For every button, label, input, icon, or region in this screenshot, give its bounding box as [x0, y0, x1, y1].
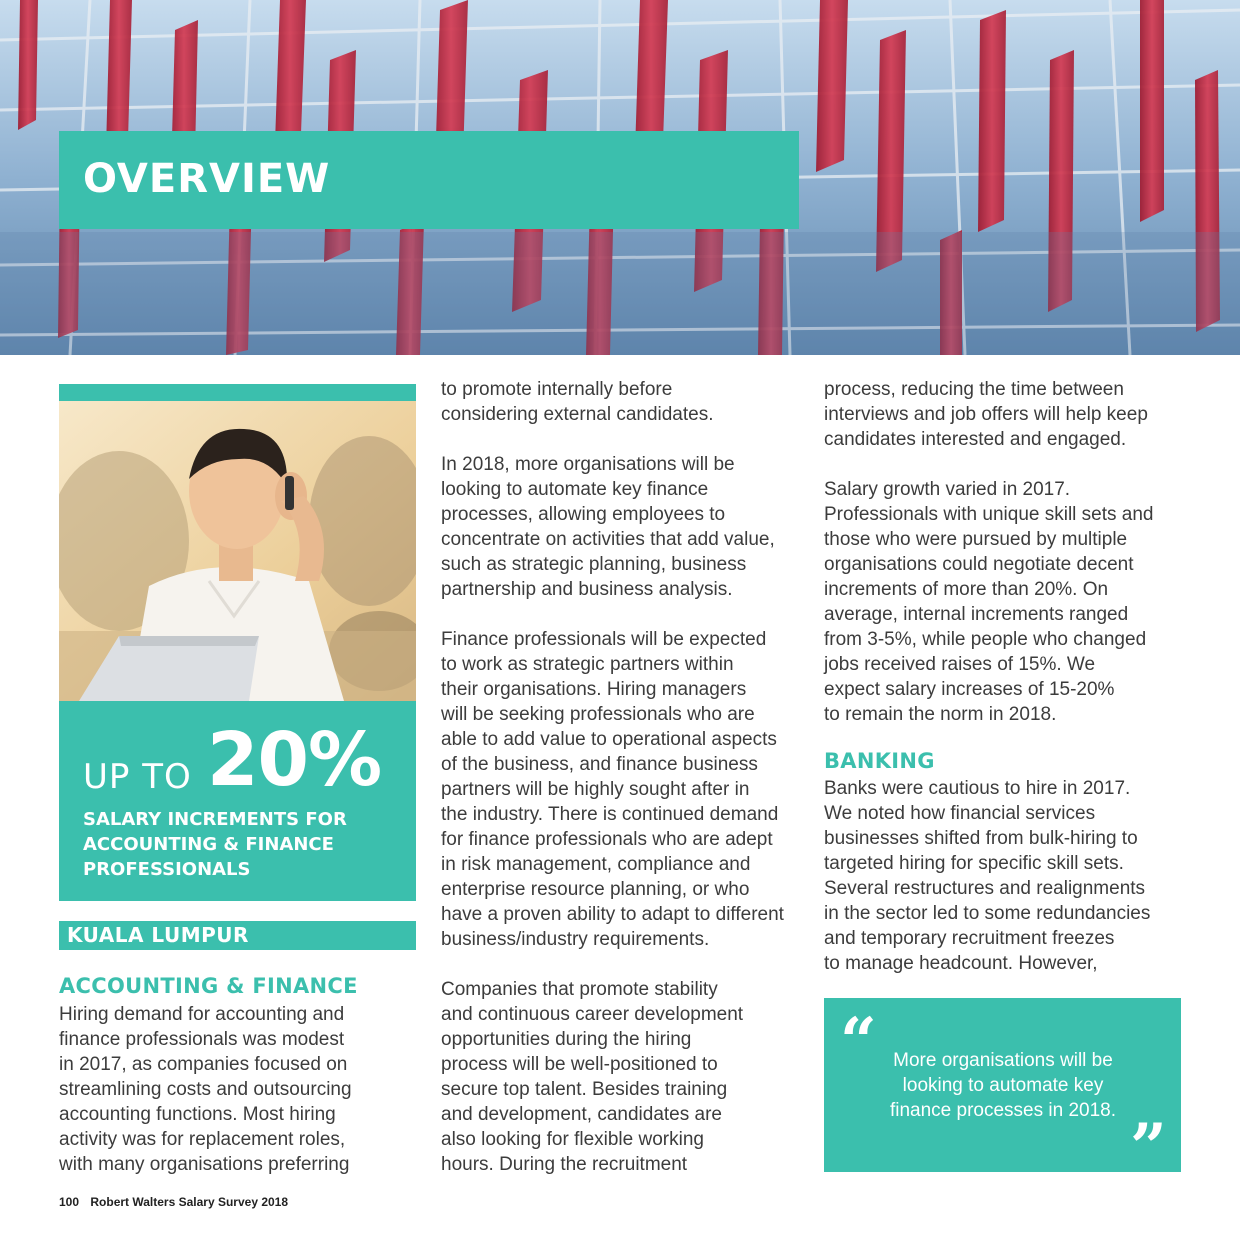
page-number: 100	[59, 1195, 80, 1209]
professional-photo	[59, 401, 416, 701]
pull-quote	[824, 998, 1181, 1185]
highlight-caption: SALARY INCREMENTS FOR ACCOUNTING & FINANCE PROFESSIONALS	[83, 809, 347, 880]
paragraph: Banks were cautious to hire in 2017. We noted how financial services businesses shifted from bulk-hiring to targeted hiring for specific skill sets. Several restructures and realignments in the sector led to some redundancies and temporary recruitment freezes to manage headcount. However,	[824, 778, 1151, 974]
column-2	[441, 377, 811, 1177]
paragraph: In 2018, more organisations will be looking to automate key finance processes, allowing employees to concentrate on activities that add value, such as strategic planning, business partnership and business analysis.	[441, 454, 775, 600]
paragraph: process, reducing the time between interviews and job offers will help keep candidates interested and engaged.	[824, 379, 1148, 450]
city-label: KUALA LUMPUR	[67, 923, 249, 947]
salary-highlight-box	[59, 701, 416, 901]
paragraph: Companies that promote stability and continuous career development opportunities during the hiring process will be well-positioned to secure top talent. Besides training and development, candidates are also looking for flexible working hours. During the recruitment	[441, 979, 744, 1175]
overview-banner	[59, 131, 799, 229]
banking-text-block	[824, 776, 1194, 976]
paragraph: Hiring demand for accounting and finance professionals was modest in 2017, as companies focused on streamlining costs and outsourcing accounting functions. Most hiring activity was for replacement roles, with many organisations preferring	[59, 1004, 352, 1175]
close-quote-icon: ”	[1130, 1110, 1167, 1185]
accounting-heading: ACCOUNTING & FINANCE	[59, 974, 358, 998]
highlight-prefix: UP TO	[83, 757, 192, 797]
accent-strip	[59, 384, 416, 401]
paragraph: Finance professionals will be expected to work as strategic partners within their organisations. Hiring managers will be seeking professionals who are able to add value to operational aspects of the business, and finance business partners will be highly sought after in the industry. There is continued demand for finance professionals who are adept in risk management, compliance and enterprise resource planning, or who have a proven ability to adapt to different business/industry requirements.	[441, 629, 784, 950]
paragraph: Salary growth varied in 2017. Professionals with unique skill sets and those who were pursued by multiple organisations could negotiate decent increments of more than 20%. On average, internal increments ranged from 3-5%, while people who changed jobs received raises of 15%. We expect salary increases of 15-20% to remain the norm in 2018.	[824, 479, 1154, 725]
column-3	[824, 377, 1194, 727]
column-1	[59, 1002, 399, 1177]
banking-heading: BANKING	[824, 749, 935, 773]
highlight-value: 20%	[207, 717, 382, 803]
pull-quote-text: More organisations will be looking to automate key finance processes in 2018.	[889, 1050, 1117, 1121]
publication-title: Robert Walters Salary Survey 2018	[90, 1195, 289, 1209]
open-quote-icon: “	[840, 1004, 877, 1079]
page-footer	[59, 1195, 288, 1209]
page-title: OVERVIEW	[83, 156, 331, 202]
city-bar	[59, 921, 416, 950]
paragraph: to promote internally before considering external candidates.	[441, 379, 714, 425]
